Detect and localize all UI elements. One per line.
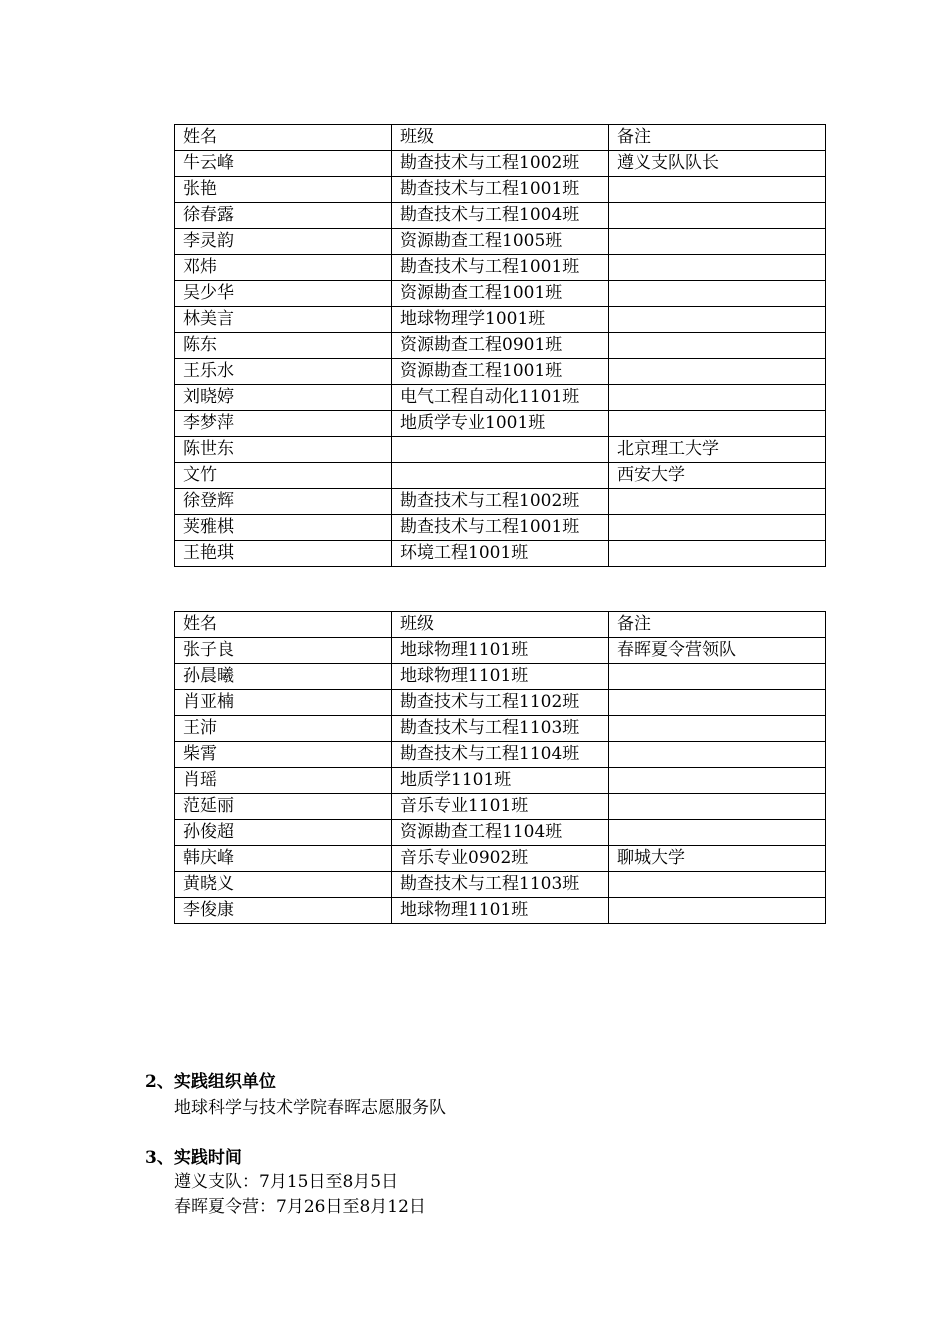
table-header-row [175,125,826,151]
remark-cell [609,333,826,359]
name-cell: 吴少华 [175,281,392,307]
class-cell [392,716,609,742]
class-text: 地球物理1101班 [400,640,529,660]
class-text: 地质学1101班 [400,770,512,790]
class-cell [392,742,609,768]
class-cell: 资源勘查工程1001班 [392,281,609,307]
table-row [175,638,826,664]
class-cell: 资源勘查工程0901班 [392,333,609,359]
remark-cell [609,898,826,924]
class-text: 音乐专业0902班 [400,848,529,868]
class-cell [392,794,609,820]
column-header: 备注 [609,612,826,638]
class-text: 地球物理1101班 [400,900,529,920]
name-cell: 王沛 [175,716,392,742]
name-cell: 肖亚楠 [175,690,392,716]
table-row [175,151,826,177]
class-text: 勘查技术与工程1102班 [400,692,580,712]
remark-cell [609,716,826,742]
name-cell: 李梦萍 [175,411,392,437]
remark-cell [609,489,826,515]
name-cell: 邓炜 [175,255,392,281]
table-row [175,742,826,768]
class-cell: 勘查技术与工程1001班 [392,255,609,281]
class-cell [392,820,609,846]
class-cell: 地球物理学1001班 [392,307,609,333]
table-row [175,255,826,281]
class-text: 勘查技术与工程1104班 [400,744,580,764]
roster-table-summer-camp [174,611,826,924]
class-cell: 地质学专业1001班 [392,411,609,437]
name-cell: 李灵韵 [175,229,392,255]
table-row [175,203,826,229]
name-cell: 张子良 [175,638,392,664]
table-row [175,898,826,924]
class-cell [392,846,609,872]
remark-cell: 遵义支队队长 [609,151,826,177]
class-cell [392,898,609,924]
name-cell: 李俊康 [175,898,392,924]
name-cell: 肖瑶 [175,768,392,794]
class-cell [392,690,609,716]
name-cell: 荚雅棋 [175,515,392,541]
class-cell: 勘查技术与工程1001班 [392,515,609,541]
class-cell [392,638,609,664]
table-row [175,411,826,437]
name-cell: 林美言 [175,307,392,333]
remark-cell [609,359,826,385]
table-row [175,437,826,463]
column-header: 班级 [392,612,609,638]
remark-cell [609,385,826,411]
section-3-heading: 3、实践时间 [145,1148,242,1168]
name-cell: 柴霄 [175,742,392,768]
table-row [175,333,826,359]
class-cell: 勘查技术与工程1002班 [392,489,609,515]
table-row [175,664,826,690]
section-3-line-camp: 春晖夏令营：7月26日至8月12日 [174,1197,426,1217]
class-text: 勘查技术与工程1103班 [400,718,580,738]
name-cell: 文竹 [175,463,392,489]
name-cell: 孙俊超 [175,820,392,846]
name-cell: 范延丽 [175,794,392,820]
table-row [175,690,826,716]
table-row [175,541,826,567]
class-cell: 勘查技术与工程1004班 [392,203,609,229]
table-row [175,177,826,203]
table-row [175,768,826,794]
name-cell: 孙晨曦 [175,664,392,690]
remark-cell [609,255,826,281]
remark-cell [609,768,826,794]
table-row [175,846,826,872]
class-cell [392,437,609,463]
name-cell: 陈世东 [175,437,392,463]
class-cell: 勘查技术与工程1001班 [392,177,609,203]
name-cell: 张艳 [175,177,392,203]
section-3-line-zunyi: 遵义支队：7月15日至8月5日 [174,1172,399,1192]
remark-cell: 北京理工大学 [609,437,826,463]
name-cell: 徐春露 [175,203,392,229]
section-2-heading: 2、实践组织单位 [145,1072,276,1092]
remark-cell [609,664,826,690]
class-cell [392,664,609,690]
class-cell: 勘查技术与工程1002班 [392,151,609,177]
name-cell: 黄晓义 [175,872,392,898]
table-row [175,463,826,489]
table-header-row [175,612,826,638]
remark-cell [609,515,826,541]
name-cell: 徐登辉 [175,489,392,515]
column-header: 姓名 [175,612,392,638]
name-cell: 王艳琪 [175,541,392,567]
remark-cell [609,177,826,203]
remark-cell: 西安大学 [609,463,826,489]
column-header: 姓名 [175,125,392,151]
remark-cell [609,690,826,716]
table-row [175,229,826,255]
remark-cell [609,411,826,437]
table-row [175,515,826,541]
class-text: 资源勘查工程1104班 [400,822,563,842]
remark-cell [609,281,826,307]
name-cell: 陈东 [175,333,392,359]
class-cell [392,463,609,489]
table-row [175,385,826,411]
remark-cell: 聊城大学 [609,846,826,872]
section-2-body: 地球科学与技术学院春晖志愿服务队 [174,1098,446,1118]
column-header: 备注 [609,125,826,151]
class-text: 勘查技术与工程1103班 [400,874,580,894]
remark-cell [609,872,826,898]
remark-cell [609,820,826,846]
table-row [175,359,826,385]
column-header: 班级 [392,125,609,151]
class-text: 地球物理1101班 [400,666,529,686]
table-row [175,794,826,820]
name-cell: 韩庆峰 [175,846,392,872]
table-row [175,281,826,307]
name-cell: 王乐水 [175,359,392,385]
table-row [175,872,826,898]
table-row [175,716,826,742]
remark-cell [609,541,826,567]
remark-cell [609,203,826,229]
roster-table-zunyi [174,124,826,567]
table-row [175,489,826,515]
remark-cell [609,307,826,333]
name-cell: 刘晓婷 [175,385,392,411]
remark-cell [609,229,826,255]
class-cell [392,872,609,898]
remark-cell [609,742,826,768]
class-cell: 环境工程1001班 [392,541,609,567]
name-cell: 牛云峰 [175,151,392,177]
class-cell: 资源勘查工程1001班 [392,359,609,385]
class-cell: 资源勘查工程1005班 [392,229,609,255]
table-row [175,307,826,333]
remark-cell [609,794,826,820]
class-text: 音乐专业1101班 [400,796,529,816]
remark-cell: 春晖夏令营领队 [609,638,826,664]
class-cell [392,768,609,794]
table-row [175,820,826,846]
class-cell: 电气工程自动化1101班 [392,385,609,411]
